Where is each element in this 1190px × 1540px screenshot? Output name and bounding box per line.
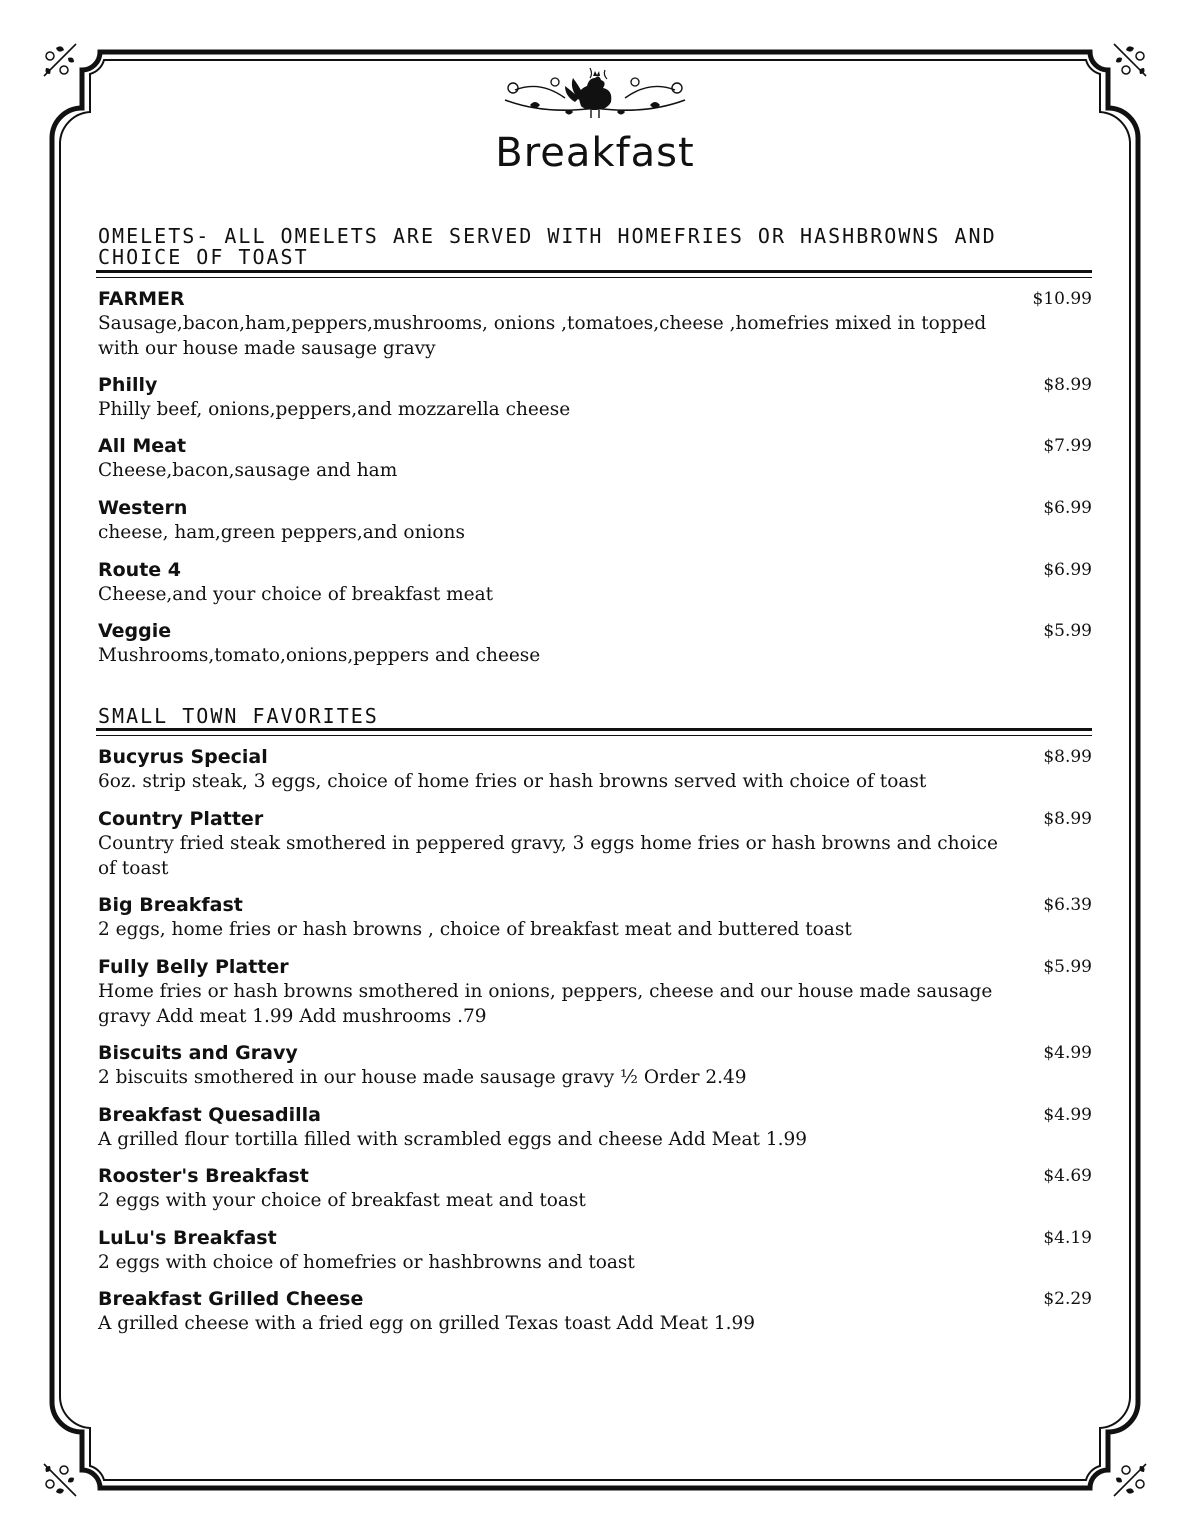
- menu-item-price: $6.39: [1043, 895, 1092, 915]
- menu-item: [98, 1287, 1092, 1336]
- menu-item-name: Route 4: [98, 559, 182, 581]
- menu-item: [98, 1164, 1092, 1213]
- menu-item-price: $6.99: [1043, 498, 1092, 518]
- section-divider: [96, 728, 1092, 736]
- menu-item-name: Big Breakfast: [98, 894, 243, 916]
- menu-item: [98, 287, 1092, 361]
- menu-item-description: 2 eggs with choice of homefries or hashbrowns and toast: [98, 1252, 635, 1273]
- section-heading-favorites: SMALL TOWN FAVORITES: [98, 704, 379, 728]
- menu-item-name: Breakfast Quesadilla: [98, 1104, 321, 1126]
- menu-item: [98, 619, 1092, 668]
- menu-item-description: Sausage,bacon,ham,peppers,mushrooms, onions ,tomatoes,cheese ,homefries mixed in topped with our house made sausage gravy: [98, 313, 987, 359]
- menu-item-description: 2 eggs with your choice of breakfast meat and toast: [98, 1190, 586, 1211]
- menu-item-description: A grilled flour tortilla filled with scrambled eggs and cheese Add Meat 1.99: [98, 1129, 808, 1150]
- menu-item-description: 6oz. strip steak, 3 eggs, choice of home fries or hash browns served with choice of toast: [98, 771, 927, 792]
- menu-item-name: Veggie: [98, 620, 172, 642]
- menu-item: [98, 893, 1092, 942]
- menu-item-name: Rooster's Breakfast: [98, 1165, 309, 1187]
- page-title: Breakfast: [495, 130, 695, 176]
- menu-item-price: $5.99: [1043, 957, 1092, 977]
- menu-item-price: $8.99: [1043, 809, 1092, 829]
- menu-item-price: $6.99: [1043, 560, 1092, 580]
- section-heading-omelets: OMELETS- ALL OMELETS ARE SERVED WITH HOMEFRIES OR HASHBROWNS AND CHOICE OF TOAST: [98, 224, 997, 269]
- menu-item-description: Home fries or hash browns smothered in onions, peppers, cheese and our house made sausage gravy Add meat 1.99 Add mushrooms .79: [98, 981, 993, 1027]
- menu-item-price: $4.99: [1043, 1105, 1092, 1125]
- section-divider: [96, 270, 1092, 278]
- menu-item-price: $4.99: [1043, 1043, 1092, 1063]
- menu-item: [98, 434, 1092, 483]
- menu-item: [98, 955, 1092, 1029]
- menu-item: [98, 558, 1092, 607]
- menu-item: [98, 1103, 1092, 1152]
- menu-item-price: $8.99: [1043, 375, 1092, 395]
- menu-item-description: cheese, ham,green peppers,and onions: [98, 522, 465, 543]
- menu-item-price: $8.99: [1043, 747, 1092, 767]
- menu-item-name: FARMER: [98, 288, 185, 310]
- menu-item: [98, 807, 1092, 881]
- menu-item-name: Country Platter: [98, 808, 264, 830]
- menu-item-price: $10.99: [1032, 289, 1092, 309]
- floral-sprig-icon: [1108, 38, 1152, 82]
- menu-item-price: $4.69: [1043, 1166, 1092, 1186]
- floral-sprig-icon: [38, 1458, 82, 1502]
- menu-item-name: Biscuits and Gravy: [98, 1042, 298, 1064]
- menu-item-description: Country fried steak smothered in peppered gravy, 3 eggs home fries or hash browns and choice of toast: [98, 833, 998, 879]
- floral-sprig-icon: [1108, 1458, 1152, 1502]
- menu-item-name: Fully Belly Platter: [98, 956, 289, 978]
- floral-sprig-icon: [38, 38, 82, 82]
- menu-item-price: $5.99: [1043, 621, 1092, 641]
- menu-item-name: Philly: [98, 374, 158, 396]
- menu-item: [98, 1041, 1092, 1090]
- menu-item-name: Western: [98, 497, 188, 519]
- menu-item-description: Cheese,and your choice of breakfast meat: [98, 584, 494, 605]
- menu-item-price: $7.99: [1043, 436, 1092, 456]
- menu-item-description: A grilled cheese with a fried egg on grilled Texas toast Add Meat 1.99: [98, 1313, 756, 1334]
- menu-item-name: Breakfast Grilled Cheese: [98, 1288, 364, 1310]
- menu-item-description: Mushrooms,tomato,onions,peppers and cheese: [98, 645, 541, 666]
- menu-item-price: $4.19: [1043, 1228, 1092, 1248]
- rooster-floral-icon: [495, 60, 695, 130]
- menu-item: [98, 496, 1092, 545]
- menu-item-name: LuLu's Breakfast: [98, 1227, 277, 1249]
- menu-item-description: Philly beef, onions,peppers,and mozzarella cheese: [98, 399, 571, 420]
- menu-item: [98, 1226, 1092, 1275]
- menu-item: [98, 373, 1092, 422]
- menu-item-name: Bucyrus Special: [98, 746, 268, 768]
- menu-item-name: All Meat: [98, 435, 187, 457]
- menu-item-description: 2 biscuits smothered in our house made sausage gravy ½ Order 2.49: [98, 1067, 747, 1088]
- menu-item-description: 2 eggs, home fries or hash browns , choice of breakfast meat and buttered toast: [98, 919, 852, 940]
- menu-item-price: $2.29: [1043, 1289, 1092, 1309]
- menu-item: [98, 745, 1092, 794]
- menu-item-description: Cheese,bacon,sausage and ham: [98, 460, 398, 481]
